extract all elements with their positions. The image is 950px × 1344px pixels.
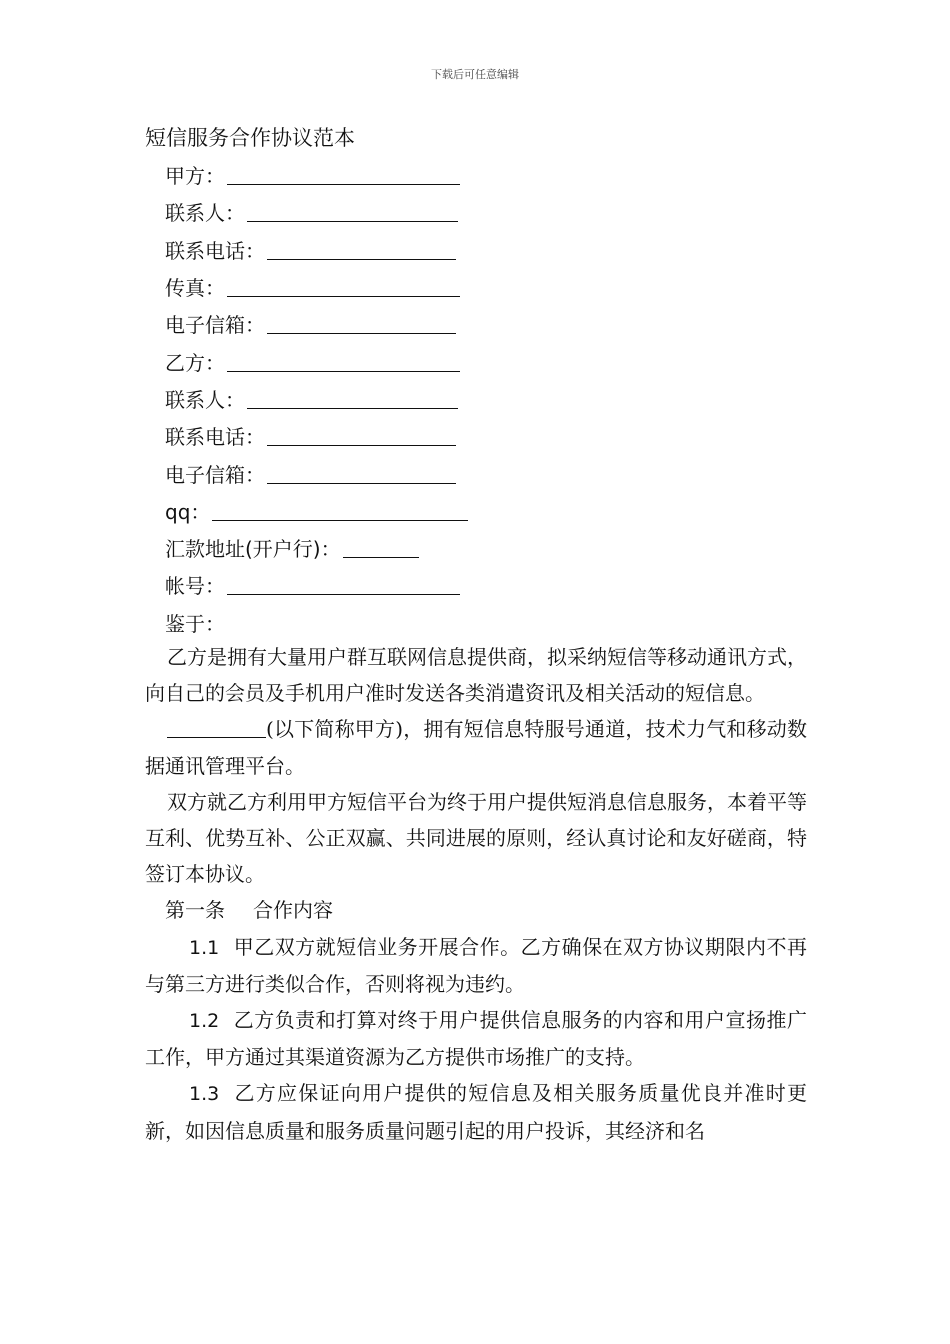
- clause-1-1: [145, 929, 807, 1002]
- field-account: [165, 566, 485, 603]
- clause-1-3: [145, 1075, 807, 1148]
- blank-line: [247, 388, 458, 409]
- field-label: 联系电话：: [165, 238, 265, 263]
- field-phone-b: [165, 417, 485, 454]
- blank-line: [227, 574, 460, 595]
- field-label: 传真：: [165, 276, 225, 301]
- blank-line: [343, 537, 419, 558]
- field-label: 汇款地址(开户行)：: [165, 537, 341, 562]
- blank-line: [227, 276, 460, 297]
- document-title: 短信服务合作协议范本: [145, 126, 355, 150]
- contract-body: [145, 639, 807, 1149]
- clause-1-2: [145, 1002, 807, 1075]
- blank-line: [267, 313, 456, 334]
- field-fax-a: [165, 268, 485, 305]
- blank-line: [227, 351, 460, 372]
- field-bank-address: [165, 529, 485, 566]
- field-contact-a: [165, 193, 485, 230]
- field-contact-b: [165, 380, 485, 417]
- paragraph-purpose: 双方就乙方利用甲方短信平台为终于用户提供短消息信息服务，本着平等互利、优势互补、公正双赢、共同进展的原则，经认真讨论和友好磋商，特签订本协议。: [145, 789, 807, 887]
- blank-line: [267, 239, 456, 260]
- field-label: 联系人：: [165, 201, 245, 226]
- field-label: 乙方：: [165, 350, 225, 375]
- party-info-fields: [165, 156, 485, 641]
- clause-text: 乙方应保证向用户提供的短信息及相关服务质量优良并准时更新，如因信息质量和服务质量问题引起的用户投诉，其经济和名: [145, 1081, 807, 1143]
- field-email-b: [165, 454, 485, 491]
- blank-line: [267, 463, 456, 484]
- article-number: 第一条: [165, 898, 225, 923]
- field-label: 帐号：: [165, 574, 225, 599]
- clause-number: 1.2: [189, 1010, 220, 1033]
- field-party-b: [165, 342, 485, 379]
- field-party-a: [165, 156, 485, 193]
- field-label: 电子信箱：: [165, 462, 265, 487]
- paragraph-text: (以下简称甲方)，拥有短信息特服号通道，技术力气和移动数据通讯管理平台。: [145, 717, 807, 778]
- blank-line: [167, 717, 266, 738]
- article-title: 合作内容: [253, 898, 333, 923]
- blank-line: [267, 425, 456, 446]
- clause-text: 甲乙双方就短信业务开展合作。乙方确保在双方协议期限内不再与第三方进行类似合作，否则将视为违约。: [145, 934, 807, 996]
- blank-line: [247, 201, 458, 222]
- field-phone-a: [165, 231, 485, 268]
- field-label: 联系人：: [165, 387, 245, 412]
- blank-line: [212, 500, 468, 521]
- paragraph-recital-a: [145, 711, 807, 783]
- clause-number: 1.1: [189, 936, 220, 959]
- field-label: qq：: [165, 499, 211, 524]
- field-label: 联系电话：: [165, 425, 265, 450]
- field-qq: [165, 492, 485, 529]
- clause-text: 乙方负责和打算对终于用户提供信息服务的内容和用户宣扬推广工作，甲方通过其渠道资源为乙方提供市场推广的支持。: [145, 1008, 807, 1070]
- field-label: 鉴于：: [165, 611, 225, 636]
- field-label: 甲方：: [165, 164, 225, 189]
- field-email-a: [165, 305, 485, 342]
- clause-number: 1.3: [189, 1083, 220, 1106]
- field-label: 电子信箱：: [165, 313, 265, 338]
- blank-line: [227, 164, 460, 185]
- header-note: 下载后可任意编辑: [431, 68, 519, 81]
- article-heading: [145, 892, 807, 928]
- paragraph-recital-b: 乙方是拥有大量用户群互联网信息提供商，拟采纳短信等移动通讯方式，向自己的会员及手机用户准时发送各类消遣资讯及相关活动的短信息。: [145, 645, 807, 706]
- field-whereas: [165, 604, 485, 641]
